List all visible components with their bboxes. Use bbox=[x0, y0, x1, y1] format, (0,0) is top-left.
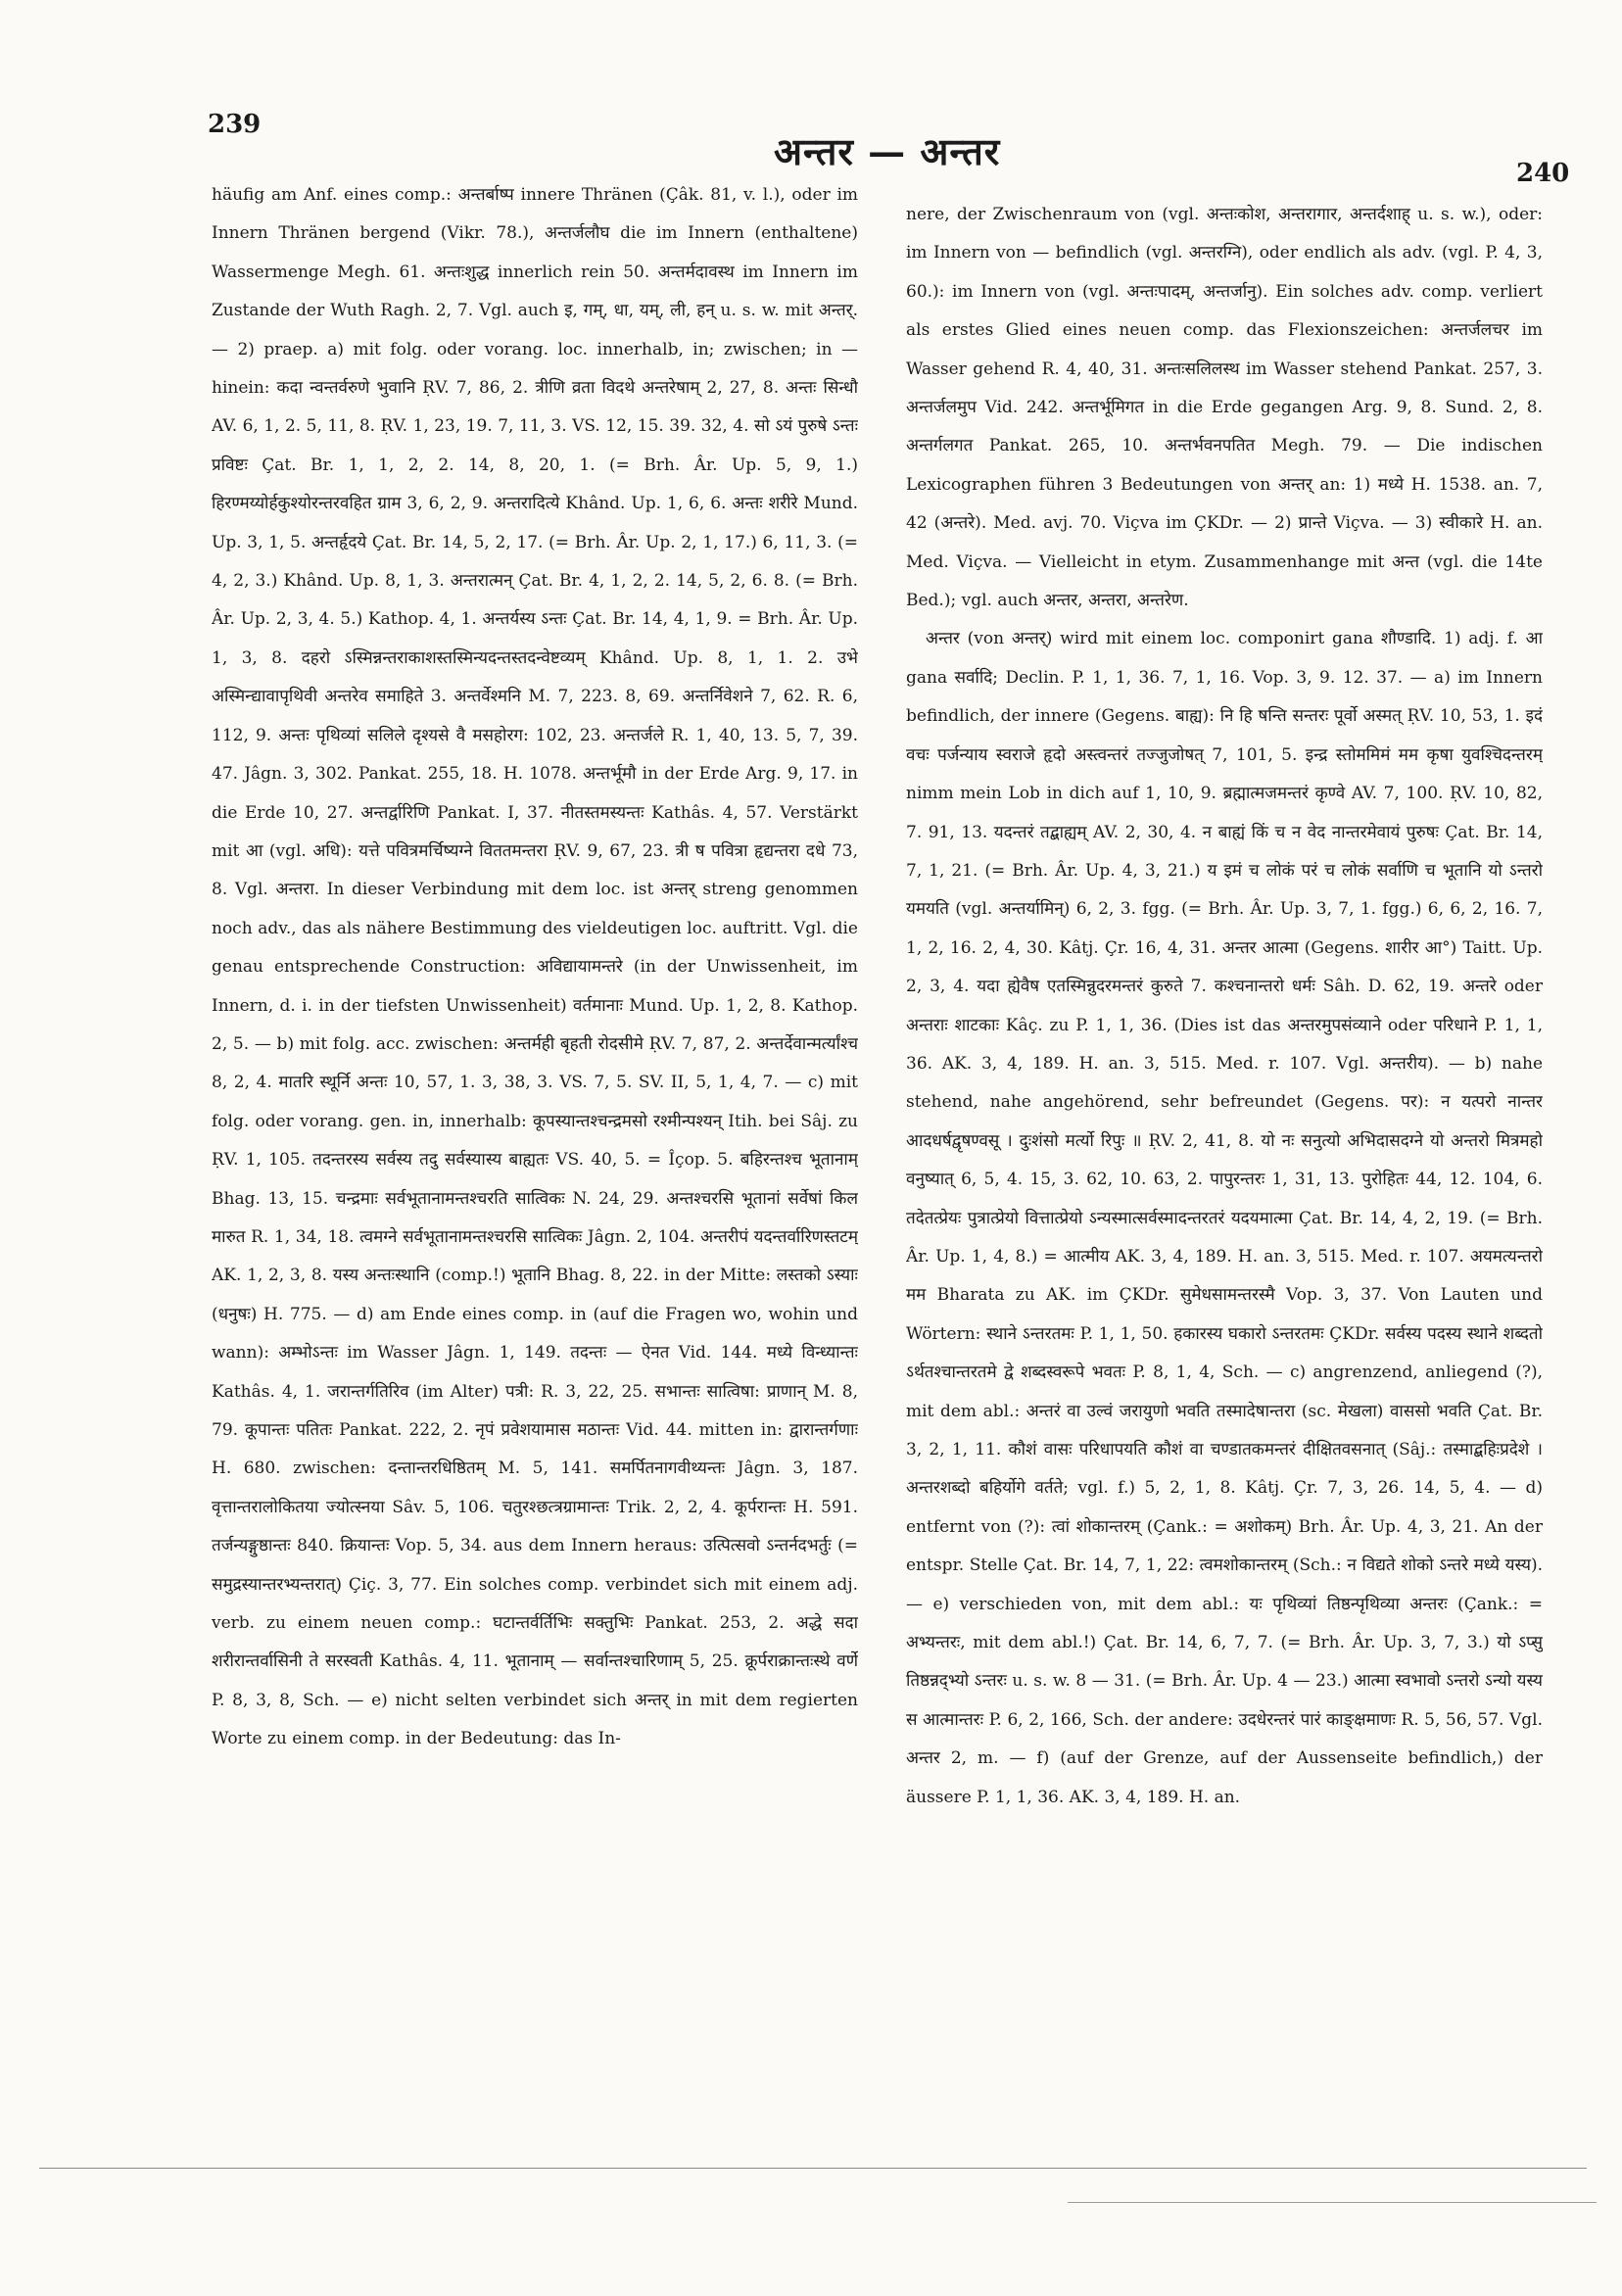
right-column bbox=[906, 196, 1543, 2057]
left-column-paragraph: häufig am Anf. eines comp.: अन्तर्बाष्प innere Thränen (Çâk. 81, v. l.), oder im Innern Thränen bergend (Vikr. 78.), अन्तर्जलौघ die im Innern (enthaltene) Wassermenge Megh. 61. अन्तःशुद्ध innerlich rein 50. अन्तर्मदावस्थ im Innern im Zustande der Wuth Ragh. 2, 7. Vgl. auch इ, गम्, धा, यम्, ली, हन् u. s. w. mit अन्तर्. — 2) praep. a) mit folg. oder vorang. loc. innerhalb, in; zwischen; in — hinein: कदा न्वन्तर्वरुणे भुवानि ṚV. 7, 86, 2. त्रीणि व्रता विदथे अन्तरेषाम् 2, 27, 8. अन्तः सिन्धौ AV. 6, 1, 2. 5, 11, 8. ṚV. 1, 23, 19. 7, 11, 3. VS. 12, 15. 39. 32, 4. सो ऽयं पुरुषे ऽन्तः प्रविष्टः Çat. Br. 1, 1, 2, 2. 14, 8, 20, 1. (= Brh. Âr. Up. 5, 9, 1.) हिरण्मय्योर्हकुश्योरन्तरवहित ग्राम 3, 6, 2, 9. अन्तरादित्ये Khând. Up. 1, 6, 6. अन्तः शरीरे Mund. Up. 3, 1, 5. अन्तर्हृदये Çat. Br. 14, 5, 2, 17. (= Brh. Âr. Up. 2, 1, 17.) 6, 11, 3. (= 4, 2, 3.) Khând. Up. 8, 1, 3. अन्तरात्मन् Çat. Br. 4, 1, 2, 2. 14, 5, 2, 6. 8. (= Brh. Âr. Up. 2, 3, 4. 5.) Kathop. 4, 1. अन्तर्यस्य ऽन्तः Çat. Br. 14, 4, 1, 9. = Brh. Âr. Up. 1, 3, 8. दहरो ऽस्मिन्नन्तराकाशस्तस्मिन्यदन्तस्तदन्वेष्टव्यम् Khând. Up. 8, 1, 1. 2. उभे अस्मिन्द्यावापृथिवी अन्तरेव समाहिते 3. अन्तर्वेश्मनि M. 7, 223. 8, 69. अन्तर्निवेशने 7, 62. R. 6, 112, 9. अन्तः पृथिव्यां सलिले दृश्यसे वै मसहोरग: 102, 23. अन्तर्जले R. 1, 40, 13. 5, 7, 39. 47. Jâgn. 3, 302. Pankat. 255, 18. H. 1078. अन्तर्भूमौ in der Erde Arg. 9, 17. in die Erde 10, 27. अन्तर्द्वारिणि Pankat. I, 37. नीतस्तमस्यन्तः Kathâs. 4, 57. Verstärkt mit आ (vgl. अधि): यत्ते पवित्रमर्चिष्यग्ने विततमन्तरा ṚV. 9, 67, 23. त्री ष पवित्रा हृद्यन्तरा दधे 73, 8. Vgl. अन्तरा. In dieser Verbindung mit dem loc. ist अन्तर् streng genommen noch adv., das als nähere Bestimmung des vieldeutigen loc. auftritt. Vgl. die genau entsprechende Construction: अविद्यायामन्तरे (in der Unwissenheit, im Innern, d. i. in der tiefsten Unwissenheit) वर्तमानाः Mund. Up. 1, 2, 8. Kathop. 2, 5. — b) mit folg. acc. zwischen: अन्तर्मही बृहती रोदसीमे ṚV. 7, 87, 2. अन्तर्देवान्मर्त्यांश्च 8, 2, 4. मातरि स्थूर्नि अन्तः 10, 57, 1. 3, 38, 3. VS. 7, 5. SV. II, 5, 1, 4, 7. — c) mit folg. oder vorang. gen. in, innerhalb: कूपस्यान्तश्चन्द्रमसो रश्मीन्पश्यन् Itih. bei Sâj. zu ṚV. 1, 105. तदन्तरस्य सर्वस्य तदु सर्वस्यास्य बाह्यतः VS. 40, 5. = Îçop. 5. बहिरन्तश्च भूतानाम् Bhag. 13, 15. चन्द्रमाः सर्वभूतानामन्तश्चरति सात्विकः N. 24, 29. अन्तश्चरसि भूतानां सर्वेषां किल मारुत R. 1, 34, 18. त्वमग्ने सर्वभूतानामन्तश्चरसि सात्विकः Jâgn. 2, 104. अन्तरीपं यदन्तर्वारिणस्तटम् AK. 1, 2, 3, 8. यस्य अन्तःस्थानि (comp.!) भूतानि Bhag. 8, 22. in der Mitte: लस्तको ऽस्याः (धनुषः) H. 775. — d) am Ende eines comp. in (auf die Fragen wo, wohin und wann): अम्भोऽन्तः im Wasser Jâgn. 1, 149. तदन्तः — ऐनत Vid. 144. मध्ये विन्ध्यान्तः Kathâs. 4, 1. जरान्तर्गतिरिव (im Alter) पत्री: R. 3, 22, 25. सभान्तः सात्विषा: प्राणान् M. 8, 79. कूपान्तः पतितः Pankat. 222, 2. नृपं प्रवेशयामास मठान्तः Vid. 44. mitten in: द्वारान्तर्गणाः H. 680. zwischen: दन्तान्तरधिष्ठितम् M. 5, 141. समर्पितनागवीथ्यन्तः Jâgn. 3, 187. वृत्तान्तरालोकितया ज्योत्स्नया Sâv. 5, 106. चतुरश्छत्त्रग्रामान्तः Trik. 2, 2, 4. कूर्परान्तः H. 591. तर्जन्यङ्गुष्ठान्तः 840. क्रियान्तः Vop. 5, 34. aus dem Innern heraus: उत्पित्सवो ऽन्तर्नदभर्तुः (= समुद्रस्यान्तरभ्यन्तरात्) Çiç. 3, 77. Ein solches comp. verbindet sich mit einem adj. verb. zu einem neuen comp.: घटान्तर्वर्तिभिः सक्तुभिः Pankat. 253, 2. अद्धे सदा शरीरान्तर्वासिनी ते सरस्वती Kathâs. 4, 11. भूतानाम् — सर्वान्तश्चारिणाम् 5, 25. क्रूर्पराक्रान्तःस्थे वर्णे P. 8, 3, 8, Sch. — e) nicht selten verbindet sich अन्तर् in mit dem regierten Worte zu einem comp. in der Bedeutung: das In- bbox=[212, 185, 858, 1749]
page-number-right: 240 bbox=[1516, 159, 1570, 188]
right-column-paragraph: nere, der Zwischenraum von (vgl. अन्तःकोश, अन्तरागार, अन्तर्दशाह् u. s. w.), oder: im Innern von — befindlich (vgl. अन्तरग्नि), oder endlich als adv. (vgl. P. 4, 3, 60.): im Innern von (vgl. अन्तःपादम्, अन्तर्जानु). Ein solches adv. comp. verliert als erstes Glied eines neuen comp. das Flexionszeichen: अन्तर्जलचर im Wasser gehend R. 4, 40, 31. अन्तःसलिलस्थ im Wasser stehend Pankat. 257, 3. अन्तर्जलमुप Vid. 242. अन्तर्भूमिगत in die Erde gegangen Arg. 9, 8. Sund. 2, 8. अन्तर्गलगत Pankat. 265, 10. अन्तर्भवनपतित Megh. 79. — Die indischen Lexicographen führen 3 Bedeutungen von अन्तर् an: 1) मध्ये H. 1538. an. 7, 42 (अन्तरे). Med. avj. 70. Viçva im ÇKDr. — 2) प्रान्ते Viçva. — 3) स्वीकारे H. an. Med. Viçva. — Vielleicht in etym. Zusammenhange mit अन्त (vgl. die 14te Bed.); vgl. auch अन्तर, अन्तरा, अन्तरेण. bbox=[906, 205, 1543, 611]
page-number-left: 239 bbox=[208, 110, 262, 139]
left-column bbox=[212, 176, 858, 2081]
right-column-paragraph: अन्तर (von अन्तर्) wird mit einem loc. componirt gana शौण्डादि. 1) adj. f. आ gana सर्वादि; Declin. P. 1, 1, 36. 7, 1, 16. Vop. 3, 9. 12. 37. — a) im Innern befindlich, der innere (Gegens. बाह्य): नि हि षन्ति सन्तरः पूर्वो अस्मत् ṚV. 10, 53, 1. इदं वचः पर्जन्याय स्वराजे हृदो अस्त्वन्तरं तज्जुजोषत् 7, 101, 5. इन्द्र स्तोममिमं मम कृषा युवश्चिदन्तरम् nimm mein Lob in dich auf 1, 10, 9. ब्रह्मात्मजमन्तरं कृण्वे AV. 7, 100. ṚV. 10, 82, 7. 91, 13. यदन्तरं तद्बाह्यम् AV. 2, 30, 4. न बाह्यं किं च न वेद नान्तरमेवायं पुरुषः Çat. Br. 14, 7, 1, 21. (= Brh. Âr. Up. 4, 3, 21.) य इमं च लोकं परं च लोकं सर्वाणि च भूतानि यो ऽन्तरो यमयति (vgl. अन्तर्यामिन्) 6, 2, 3. fgg. (= Brh. Âr. Up. 3, 7, 1. fgg.) 6, 6, 2, 16. 7, 1, 2, 16. 2, 4, 30. Kâtj. Çr. 16, 4, 31. अन्तर आत्मा (Gegens. शारीर आ°) Taitt. Up. 2, 3, 4. यदा ह्येवैष एतस्मिन्नुदरमन्तरं कुरुते 7. कश्चनान्तरो धर्मः Sâh. D. 62, 19. अन्तरे oder अन्तराः शाटकाः Kâç. zu P. 1, 1, 36. (Dies ist das अन्तरमुपसंव्याने oder परिधाने P. 1, 1, 36. AK. 3, 4, 189. H. an. 3, 515. Med. r. 107. Vgl. अन्तरीय). — b) nahe stehend, nahe angehörend, sehr befreundet (Gegens. पर): न यत्परो नान्तर आदधर्षद्वृषण्वसू । दुःशंसो मर्त्यो रिपुः ॥ ṚV. 2, 41, 8. यो नः सनुत्यो अभिदासदग्ने यो अन्तरो मित्रमहो वनुष्यात् 6, 5, 4. 15, 3. 62, 10. 63, 2. पापुरन्तरः 1, 31, 13. पुरोहितः 44, 12. 104, 6. तदेतत्प्रेयः पुत्रात्प्रेयो वित्तात्प्रेयो ऽन्यस्मात्सर्वस्मादन्तरतरं यदयमात्मा Çat. Br. 14, 4, 2, 19. (= Brh. Âr. Up. 1, 4, 8.) = आत्मीय AK. 3, 4, 189. H. an. 3, 515. Med. r. 107. अयमत्यन्तरो मम Bharata zu AK. im ÇKDr. सुमेधसामन्तरस्मै Vop. 3, 37. Von Lauten und Wörtern: स्थाने ऽन्तरतमः P. 1, 1, 50. हकारस्य घकारो ऽन्तरतमः ÇKDr. सर्वस्य पदस्य स्थाने शब्दतो ऽर्थतश्चान्तरतमे द्वे शब्दस्वरूपे भवतः P. 8, 1, 4, Sch. — c) angrenzend, anliegend (?), mit dem abl.: अन्तरं वा उल्वं जरायुणो भवति तस्मादेषान्तरा (sc. मेखला) वाससो भवति Çat. Br. 3, 2, 1, 11. कौशं वासः परिधापयति कौशं वा चण्डातकमन्तरं दीक्षितवसनात् (Sâj.: तस्माद्बहिःप्रदेशे । अन्तरशब्दो बहिर्योगे वर्तते; vgl. f.) 5, 2, 1, 8. Kâtj. Çr. 7, 3, 26. 14, 5, 4. — d) entfernt von (?): त्वां शोकान्तरम् (Çank.: = अशोकम्) Brh. Âr. Up. 4, 3, 21. An der entspr. Stelle Çat. Br. 14, 7, 1, 22: त्वमशोकान्तरम् (Sch.: न विद्यते शोको ऽन्तरे मध्ये यस्य). — e) verschieden von, mit dem abl.: यः पृथिव्यां तिष्ठन्पृथिव्या अन्तरः (Çank.: = अभ्यन्तरः, mit dem abl.!) Çat. Br. 14, 6, 7, 7. (= Brh. Âr. Up. 3, 7, 3.) यो ऽप्सु तिष्ठन्नद्भ्यो ऽन्तरः u. s. w. 8 — 31. (= Brh. Âr. Up. 4 — 23.) आत्मा स्वभावो ऽन्तरो ऽन्यो यस्य स आत्मान्तरः P. 6, 2, 166, Sch. der andere: उदधेरन्तरं पारं काङ्क्षमाणः R. 5, 56, 57. Vgl. अन्तर 2, m. — f) (auf der Grenze, auf der Aussenseite befindlich,) der äussere P. 1, 1, 36. AK. 3, 4, 189. H. an. bbox=[906, 629, 1543, 1807]
running-head: अन्तर — अन्तर bbox=[774, 129, 1001, 173]
bottom-rule bbox=[39, 2168, 1587, 2169]
bottom-rule-short bbox=[1068, 2202, 1597, 2203]
